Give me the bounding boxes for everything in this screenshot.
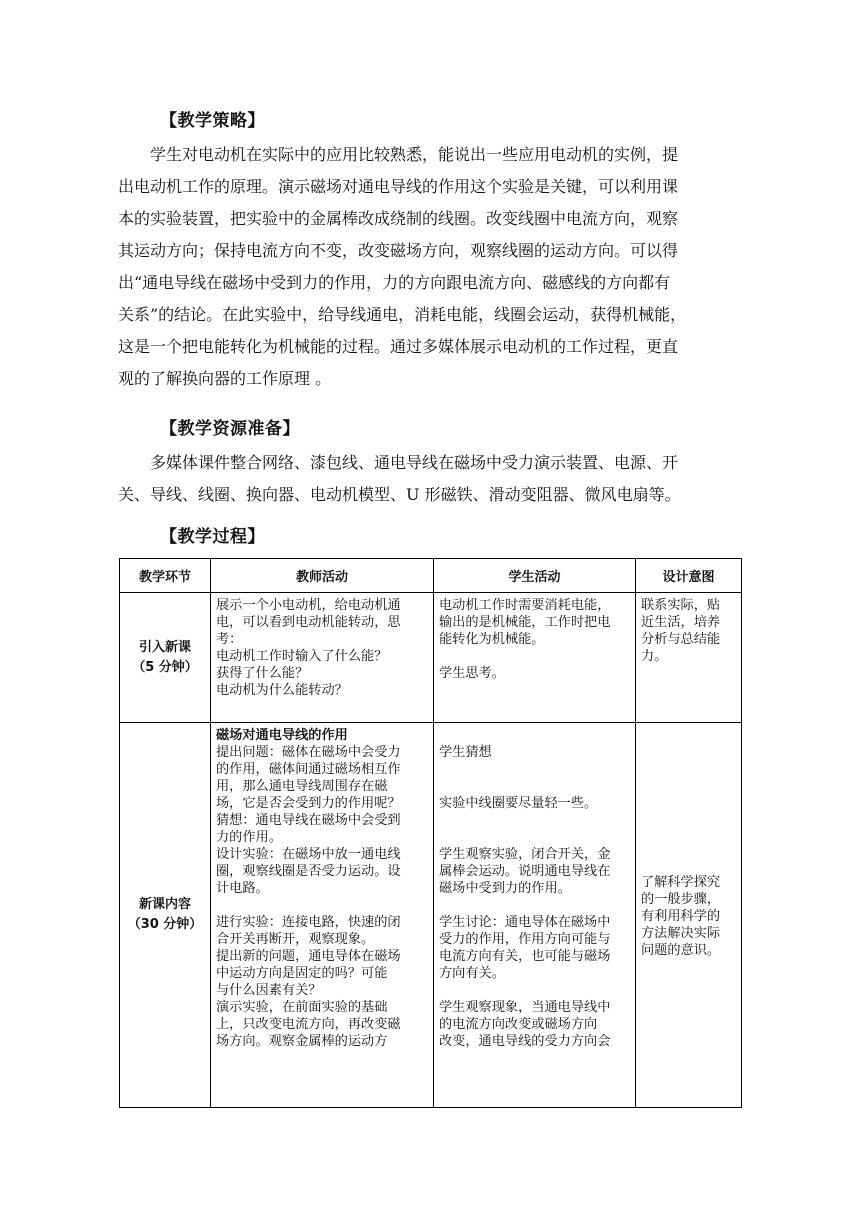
cell-line: 设计实验：在磁场中放一通电线 xyxy=(216,847,401,862)
stage-label: 引入新课 xyxy=(138,639,191,655)
cell-line: 分析与总结能 xyxy=(641,632,721,647)
table-row xyxy=(120,723,742,1108)
cell-line: 计电路。 xyxy=(216,881,269,896)
cell-line: 改变，通电导线的受力方向会 xyxy=(439,1034,611,1049)
cell-line: 有利用科学的 xyxy=(641,908,721,924)
cell-line: 学生观察现象，当通电导线中 xyxy=(439,1000,611,1015)
cell-line: 进行实验：连接电路，快速的闭 xyxy=(216,915,401,930)
cell-line: 实验中线圈要尽量轻一些。 xyxy=(439,796,598,811)
header-student-activity: 学生活动 xyxy=(434,559,636,593)
cell-line: 受力的作用，作用方向可能与 xyxy=(439,932,611,947)
cell-line: 猜想：通电导线在磁场中会受到 xyxy=(216,813,401,828)
cell-line: 合开关再断开，观察现象。 xyxy=(216,932,375,947)
strategy-line: 观的了解换向器的工作原理 。 xyxy=(118,369,332,388)
cell-line: 属棒会运动。说明通电导线在 xyxy=(439,864,611,879)
cell-line: 方向有关。 xyxy=(439,966,505,981)
table-header-row xyxy=(120,559,742,593)
cell-line: 了解科学探究 xyxy=(641,874,721,890)
cell-line: 上，只改变电流方向，再改变磁 xyxy=(216,1017,401,1032)
stage-duration: （5 分钟） xyxy=(132,659,198,675)
cell-line: 展示一个小电动机，给电动机通 xyxy=(216,598,401,613)
cell-line: 演示实验，在前面实验的基础 xyxy=(216,1000,388,1015)
stage-duration: （30 分钟） xyxy=(127,917,203,932)
cell-line: 用，那么通电导线周围存在磁 xyxy=(216,779,388,794)
teaching-process-table xyxy=(119,558,742,1108)
cell-line: 考： xyxy=(216,632,243,647)
cell-line: 方法解决实际 xyxy=(641,925,721,941)
cell-line: 近生活，培养 xyxy=(641,615,721,630)
strategy-heading: 【教学策略】 xyxy=(160,111,265,131)
strategy-line: 本的实验装置，把实验中的金属棒改成绕制的线圈。改变线圈中电流方向，观察 xyxy=(118,209,679,228)
cell-line: 力。 xyxy=(641,649,668,664)
cell-line: 问题的意识。 xyxy=(641,942,721,958)
cell-line: 学生思考。 xyxy=(439,666,505,681)
strategy-line: 这是一个把电能转化为机械能的过程。通过多媒体展示电动机的工作过程，更直 xyxy=(118,337,679,356)
cell-line: 提出新的问题，通电导体在磁场 xyxy=(216,949,401,964)
strategy-line: 出“通电导线在磁场中受到力的作用，力的方向跟电流方向、磁感线的方向都有 xyxy=(118,273,671,292)
resources-paragraph xyxy=(118,447,740,511)
cell-line: 输出的是机械能，工作时把电 xyxy=(439,615,611,630)
cell-line: 学生讨论：通电导体在磁场中 xyxy=(439,915,611,930)
cell-line: 电，可以看到电动机能转动，思 xyxy=(216,615,401,630)
cell-line: 圈，观察线圈是否受力运动。设 xyxy=(216,864,401,879)
strategy-line: 关系”的结论。在此实验中，给导线通电，消耗电能，线圈会运动，获得机械能， xyxy=(118,305,687,324)
cell-line: 的电流方向改变或磁场方向 xyxy=(439,1017,598,1032)
cell-line: 磁场中受到力的作用。 xyxy=(439,881,571,896)
cell-line: 的作用，磁体间通过磁场相互作 xyxy=(216,762,401,777)
strategy-line: 出电动机工作的原理。演示磁场对通电导线的作用这个实验是关键，可以利用课 xyxy=(118,177,679,196)
cell-line: 电动机工作时需要消耗电能， xyxy=(439,598,611,613)
stage-cell xyxy=(120,593,211,723)
cell-line: 学生观察实验，闭合开关，金 xyxy=(439,847,611,862)
cell-line: 电动机为什么能转动？ xyxy=(216,683,348,698)
cell-line: 学生猜想 xyxy=(439,745,492,760)
teacher-activity-cell xyxy=(211,593,434,723)
cell-line: 中运动方向是固定的吗？可能 xyxy=(216,966,388,981)
stage-cell xyxy=(120,723,211,1108)
cell-line: 场方向。观察金属棒的运动方 xyxy=(216,1034,388,1049)
process-heading: 【教学过程】 xyxy=(160,527,265,547)
student-activity-cell xyxy=(434,723,636,1108)
cell-line: 电动机工作时输入了什么能？ xyxy=(216,649,388,664)
resources-heading: 【教学资源准备】 xyxy=(160,419,300,439)
stage-label: 新课内容 xyxy=(138,897,191,912)
resources-line: 多媒体课件整合网络、漆包线、通电导线在磁场中受力演示装置、电源、开 xyxy=(150,453,679,472)
design-intent-cell xyxy=(636,593,742,723)
teacher-activity-cell xyxy=(211,723,434,1108)
design-intent-cell xyxy=(636,723,742,1108)
cell-line: 与什么因素有关？ xyxy=(216,983,322,998)
student-activity-cell xyxy=(434,593,636,723)
resources-line: 关、导线、线圈、换向器、电动机模型、U 形磁铁、滑动变阻器、微风电扇等。 xyxy=(118,485,681,504)
strategy-paragraph xyxy=(118,139,740,395)
cell-line: 电流方向有关，也可能与磁场 xyxy=(439,949,611,964)
cell-line: 提出问题：磁体在磁场中会受力 xyxy=(216,745,401,760)
table-row xyxy=(120,593,742,723)
header-design-intent: 设计意图 xyxy=(636,559,742,593)
header-teacher-activity: 教师活动 xyxy=(211,559,434,593)
cell-line: 联系实际，贴 xyxy=(641,598,721,613)
strategy-line: 其运动方向；保持电流方向不变，改变磁场方向，观察线圈的运动方向。可以得 xyxy=(118,241,679,260)
cell-line: 获得了什么能？ xyxy=(216,666,309,681)
cell-line: 的一般步骤， xyxy=(641,891,721,907)
header-stage: 教学环节 xyxy=(120,559,211,593)
cell-line: 能转化为机械能。 xyxy=(439,632,545,647)
cell-line: 力的作用。 xyxy=(216,830,282,845)
cell-subtitle: 磁场对通电导线的作用 xyxy=(216,728,348,743)
cell-line: 场，它是否会受到力的作用呢？ xyxy=(216,796,401,811)
strategy-line: 学生对电动机在实际中的应用比较熟悉，能说出一些应用电动机的实例，提 xyxy=(150,145,679,164)
